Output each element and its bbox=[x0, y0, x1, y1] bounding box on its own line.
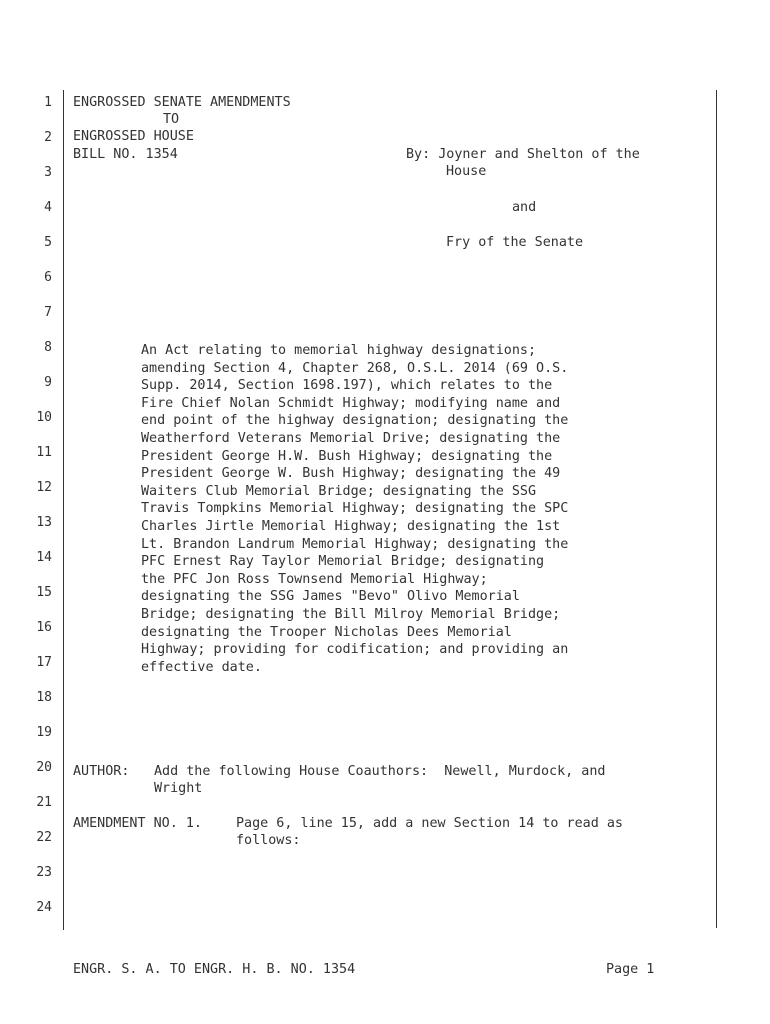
amendment-text-cont: follows: bbox=[236, 833, 301, 848]
act-line: effective date. bbox=[141, 659, 262, 675]
right-margin-rule bbox=[716, 90, 717, 928]
bill-number: BILL NO. 1354 bbox=[73, 147, 178, 162]
author-coauthors-cont: Wright bbox=[154, 781, 203, 796]
act-line: President George W. Bush Highway; designating the 49 bbox=[141, 466, 561, 482]
act-line: Travis Tompkins Memorial Highway; designating the SPC bbox=[141, 501, 569, 517]
line-number: 12 bbox=[36, 480, 52, 495]
line-number: 18 bbox=[36, 690, 52, 705]
line-number: 19 bbox=[36, 725, 52, 740]
amendment-label: AMENDMENT NO. 1. bbox=[73, 816, 202, 831]
document-title: ENGROSSED SENATE AMENDMENTS bbox=[73, 95, 291, 110]
line-number: 9 bbox=[44, 375, 52, 390]
act-line: Waiters Club Memorial Bridge; designating the SSG bbox=[141, 483, 537, 499]
line-number: 16 bbox=[36, 620, 52, 635]
line-number: 15 bbox=[36, 585, 52, 600]
house-authors: By: Joyner and Shelton of the bbox=[406, 147, 640, 162]
act-title-paragraph bbox=[141, 342, 661, 676]
line-number: 7 bbox=[44, 305, 52, 320]
act-line: Supp. 2014, Section 1698.197), which relates to the bbox=[141, 378, 553, 394]
act-line: Bridge; designating the Bill Milroy Memorial Bridge; bbox=[141, 606, 561, 622]
act-line: Highway; providing for codification; and providing an bbox=[141, 642, 569, 658]
authors-conjunction: and bbox=[512, 200, 537, 215]
line-number: 22 bbox=[36, 830, 52, 845]
document-title-house: ENGROSSED HOUSE bbox=[73, 129, 194, 144]
act-line: President George H.W. Bush Highway; designating the bbox=[141, 448, 553, 464]
act-line: Lt. Brandon Landrum Memorial Highway; designating the bbox=[141, 536, 569, 552]
amendment-text: Page 6, line 15, add a new Section 14 to read as bbox=[236, 816, 623, 831]
left-margin-rule bbox=[63, 90, 64, 930]
document-title-to: TO bbox=[163, 112, 180, 127]
line-number: 3 bbox=[44, 165, 52, 180]
act-line: Weatherford Veterans Memorial Drive; designating the bbox=[141, 430, 561, 446]
act-line: Fire Chief Nolan Schmidt Highway; modifying name and bbox=[141, 395, 561, 411]
act-line: An Act relating to memorial highway designations; bbox=[141, 343, 537, 358]
line-number: 10 bbox=[36, 410, 52, 425]
line-number: 23 bbox=[36, 865, 52, 880]
line-number: 1 bbox=[44, 95, 52, 110]
line-number: 17 bbox=[36, 655, 52, 670]
act-line: Charles Jirtle Memorial Highway; designating the 1st bbox=[141, 518, 561, 534]
act-line: end point of the highway designation; designating the bbox=[141, 413, 569, 429]
line-number: 21 bbox=[36, 795, 52, 810]
line-number: 6 bbox=[44, 270, 52, 285]
act-line: the PFC Jon Ross Townsend Memorial Highway; bbox=[141, 571, 488, 587]
author-coauthors: Add the following House Coauthors: Newell, Murdock, and bbox=[154, 764, 606, 779]
author-label: AUTHOR: bbox=[73, 764, 130, 779]
act-line: PFC Ernest Ray Taylor Memorial Bridge; designating bbox=[141, 554, 545, 570]
line-number: 5 bbox=[44, 235, 52, 250]
senate-author: Fry of the Senate bbox=[446, 235, 584, 250]
line-number: 14 bbox=[36, 550, 52, 565]
page-number: Page 1 bbox=[606, 962, 655, 977]
line-number: 4 bbox=[44, 200, 52, 215]
act-line: amending Section 4, Chapter 268, O.S.L. 2014 (69 O.S. bbox=[141, 360, 569, 376]
line-number: 20 bbox=[36, 760, 52, 775]
line-number: 13 bbox=[36, 515, 52, 530]
line-number: 8 bbox=[44, 340, 52, 355]
line-number: 11 bbox=[36, 445, 52, 460]
line-number: 2 bbox=[44, 130, 52, 145]
line-number: 24 bbox=[36, 900, 52, 915]
house-authors-chamber: House bbox=[446, 164, 487, 179]
act-line: designating the SSG James "Bevo" Olivo Memorial bbox=[141, 589, 520, 605]
act-line: designating the Trooper Nicholas Dees Memorial bbox=[141, 624, 512, 640]
footer-bill-reference: ENGR. S. A. TO ENGR. H. B. NO. 1354 bbox=[73, 962, 356, 977]
